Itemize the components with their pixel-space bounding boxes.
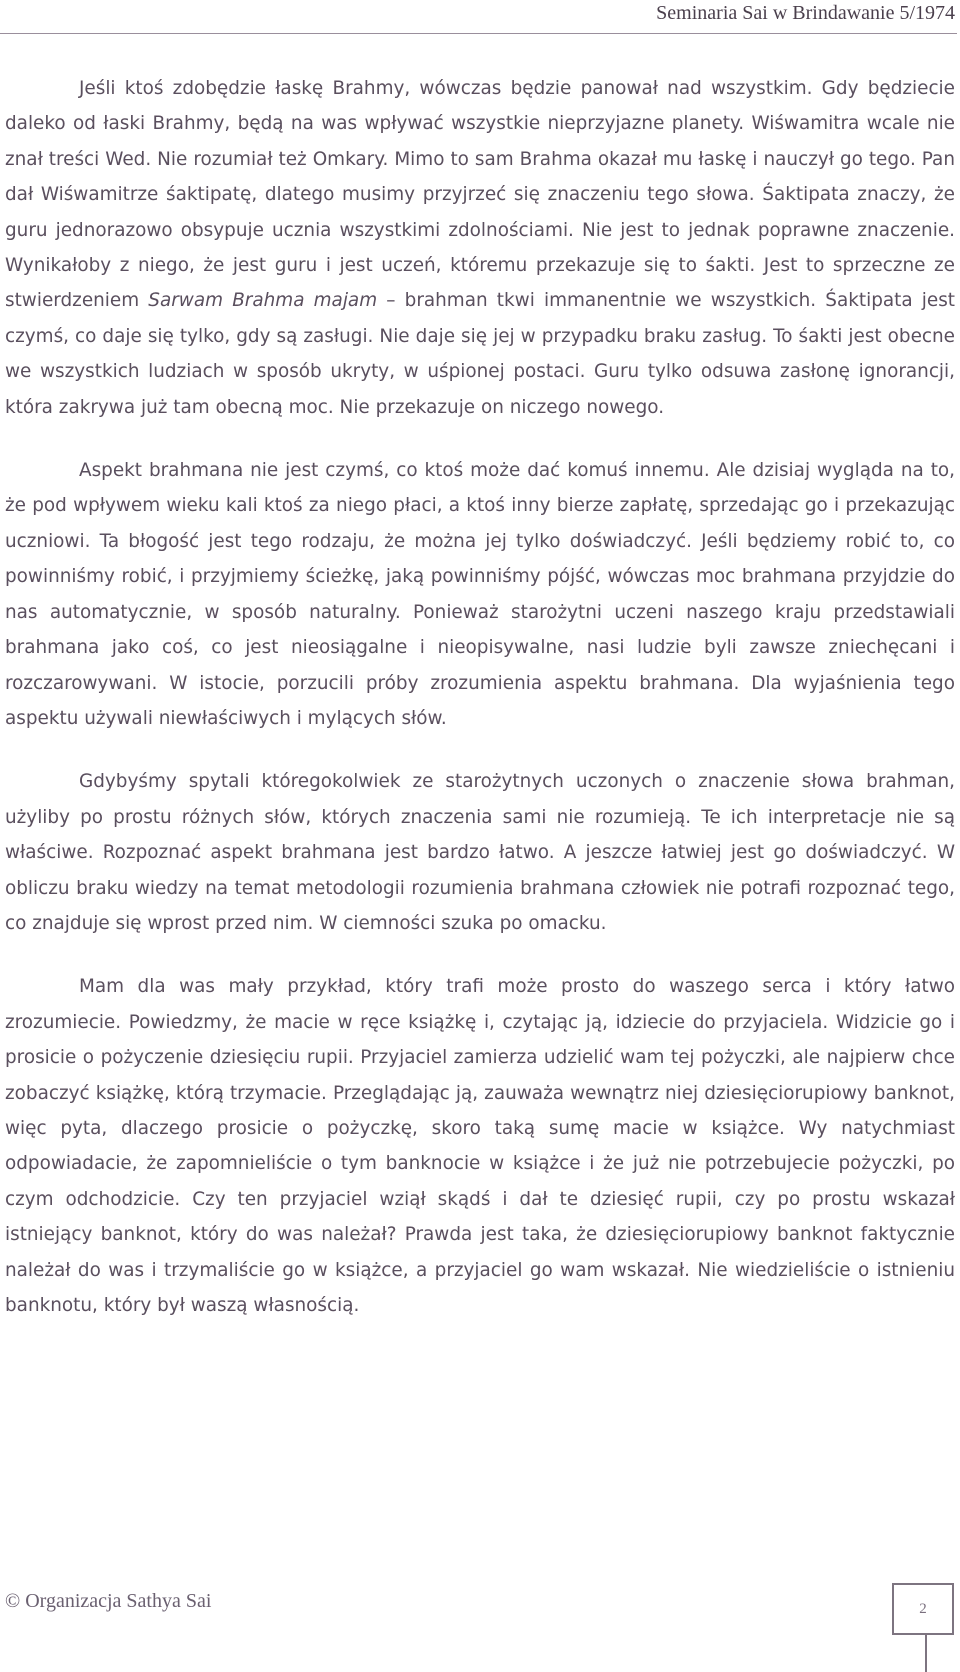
page-number-box-stem: [925, 1635, 927, 1672]
paragraph-1-part-a: Jeśli ktoś zdobędzie łaskę Brahmy, wówczas będzie panował nad wszystkim. Gdy będziecie daleko od łaski Brahmy, będą na was wpływać wszystkie nieprzyjazne planety. Wiśwamitra wcale nie znał treści Wed. Nie rozumiał też Omkary. Mimo to sam Brahma okazał mu łaskę i nauczył go tego. Pan dał Wiśwamitrze śaktipatę, dlatego musimy przyjrzeć się znaczeniu tego słowa. Śaktipata znaczy, że guru jednorazowo obsypuje ucznia wszystkimi zdolnościami. Nie jest to jednak poprawne znaczenie. Wynikałoby z niego, że jest guru i jest uczeń, któremu przekazuje się to śakti. Jest to sprzeczne ze stwierdzeniem: [5, 78, 955, 312]
paragraph-1-italic-quote: Sarwam Brahma majam: [148, 290, 378, 312]
body-text: [5, 71, 955, 1323]
page-number: 2: [919, 1600, 927, 1617]
paragraph-2: Aspekt brahmana nie jest czymś, co ktoś może dać komuś innemu. Ale dzisiaj wygląda na to, że pod wpływem wieku kali ktoś za niego płaci, a ktoś inny bierze zapłatę, sprzedając go i przekazując uczniowi. Ta błogość jest tego rodzaju, że można jej tylko doświadczyć. Jeśli będziemy robić to, co powinniśmy robić, i przyjmiemy ścieżkę, jaką powinniśmy pójść, wówczas moc brahmana przyjdzie do nas automatycznie, w sposób naturalny. Ponieważ starożytni uczeni naszego kraju przedstawiali brahmana jako coś, co jest nieosiągalne i nieopisywalne, nasi ludzie byli zawsze zniechęcani i rozczarowywani. W istocie, porzucili próby zrozumienia aspektu brahmana. Dla wyjaśnienia tego aspektu używali niewłaściwych i mylących słów.: [5, 460, 955, 729]
paragraph-1: [5, 71, 955, 425]
paragraph-3: Gdybyśmy spytali któregokolwiek ze starożytnych uczonych o znaczenie słowa brahman, użyliby po prostu różnych słów, których znaczenia sami nie rozumieją. Te ich interpretacje nie są właściwe. Rozpoznać aspekt brahmana jest bardzo łatwo. A jeszcze łatwiej jest go doświadczyć. W obliczu braku wiedzy na temat metodologii rozumienia brahmana człowiek nie potrafi rozpoznać tego, co znajduje się wprost przed nim. W ciemności szuka po omacku.: [5, 771, 955, 934]
footer-copyright: © Organizacja Sathya Sai: [5, 1590, 212, 1612]
paragraph-4: Mam dla was mały przykład, który trafi może prosto do waszego serca i który łatwo zrozumiecie. Powiedzmy, że macie w ręce książkę i, czytając ją, idziecie do przyjaciela. Widzicie go i prosicie o pożyczenie dziesięciu rupii. Przyjaciel zamierza udzielić wam tej pożyczki, ale najpierw chce zobaczyć książkę, którą trzymacie. Przeglądając ją, zauważa wewnątrz niej dziesięciorupiowy banknot, więc pyta, dlaczego prosicie o pożyczkę, skoro taką sumę macie w książce. Wy natychmiast odpowiadacie, że zapomnieliście o tym banknocie w książce i że już nie potrzebujecie pożyczki, po czym odchodzicie. Czy ten przyjaciel wziął skądś i dał te dziesięć rupii, czy po prostu wskazał istniejący banknot, który do was należał? Prawda jest taka, że dziesięciorupiowy banknot faktycznie należał do was i trzymaliście go w książce, a przyjaciel go wam wskazał. Nie wiedzieliście o istnieniu banknotu, który był waszą własnością.: [5, 976, 955, 1316]
page-number-box: [892, 1583, 954, 1635]
paragraph-1-part-b: – brahman tkwi immanentnie we wszystkich. Śaktipata jest czymś, co daje się tylko, gdy są zasługi. Nie daje się jej w przypadku braku zasług. To śakti jest obecne we wszystkich ludziach w sposób ukryty, w uśpionej postaci. Guru tylko odsuwa zasłonę ignorancji, która zakrywa już tam obecną moc. Nie przekazuje on niczego nowego.: [5, 290, 955, 418]
header-title: Seminaria Sai w Brindawanie 5/1974: [656, 2, 955, 24]
page-header: [0, 0, 957, 34]
